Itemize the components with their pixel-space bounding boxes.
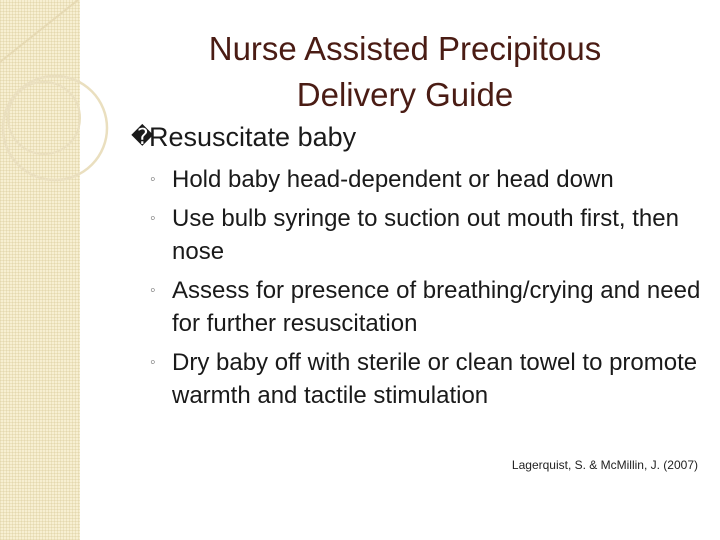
citation: Lagerquist, S. & McMillin, J. (2007) <box>511 458 698 472</box>
sub-bullet-item <box>150 346 710 412</box>
main-bullet-glyph: � <box>131 124 154 149</box>
sub-bullet-marker: ◦ <box>150 210 156 227</box>
slide-title-line-1: Nurse Assisted Precipitous <box>208 30 602 67</box>
decorative-circles <box>0 0 140 200</box>
sub-bullet-text: Use bulb syringe to suction out mouth first, then nose <box>172 205 679 265</box>
slide-title-line-2: Delivery Guide <box>296 76 514 113</box>
sub-bullet-text: Dry baby off with sterile or clean towel to promote warmth and tactile stimulation <box>172 349 698 409</box>
sub-bullet-item <box>150 163 710 196</box>
sub-bullet-text: Hold baby head-dependent or head down <box>172 166 614 193</box>
decorative-circle-small <box>8 82 80 154</box>
sub-bullet-list <box>150 163 710 418</box>
decorative-arc <box>0 0 78 62</box>
main-bullet <box>131 122 356 153</box>
main-bullet-text: Resuscitate baby <box>149 122 357 152</box>
sub-bullet-marker: ◦ <box>150 282 156 299</box>
sub-bullet-marker: ◦ <box>150 354 156 371</box>
sub-bullet-item <box>150 274 710 340</box>
sub-bullet-marker: ◦ <box>150 171 156 188</box>
slide-title <box>120 26 690 118</box>
sub-bullet-text: Assess for presence of breathing/crying and need for further resuscitation <box>172 277 701 337</box>
sub-bullet-item <box>150 202 710 268</box>
